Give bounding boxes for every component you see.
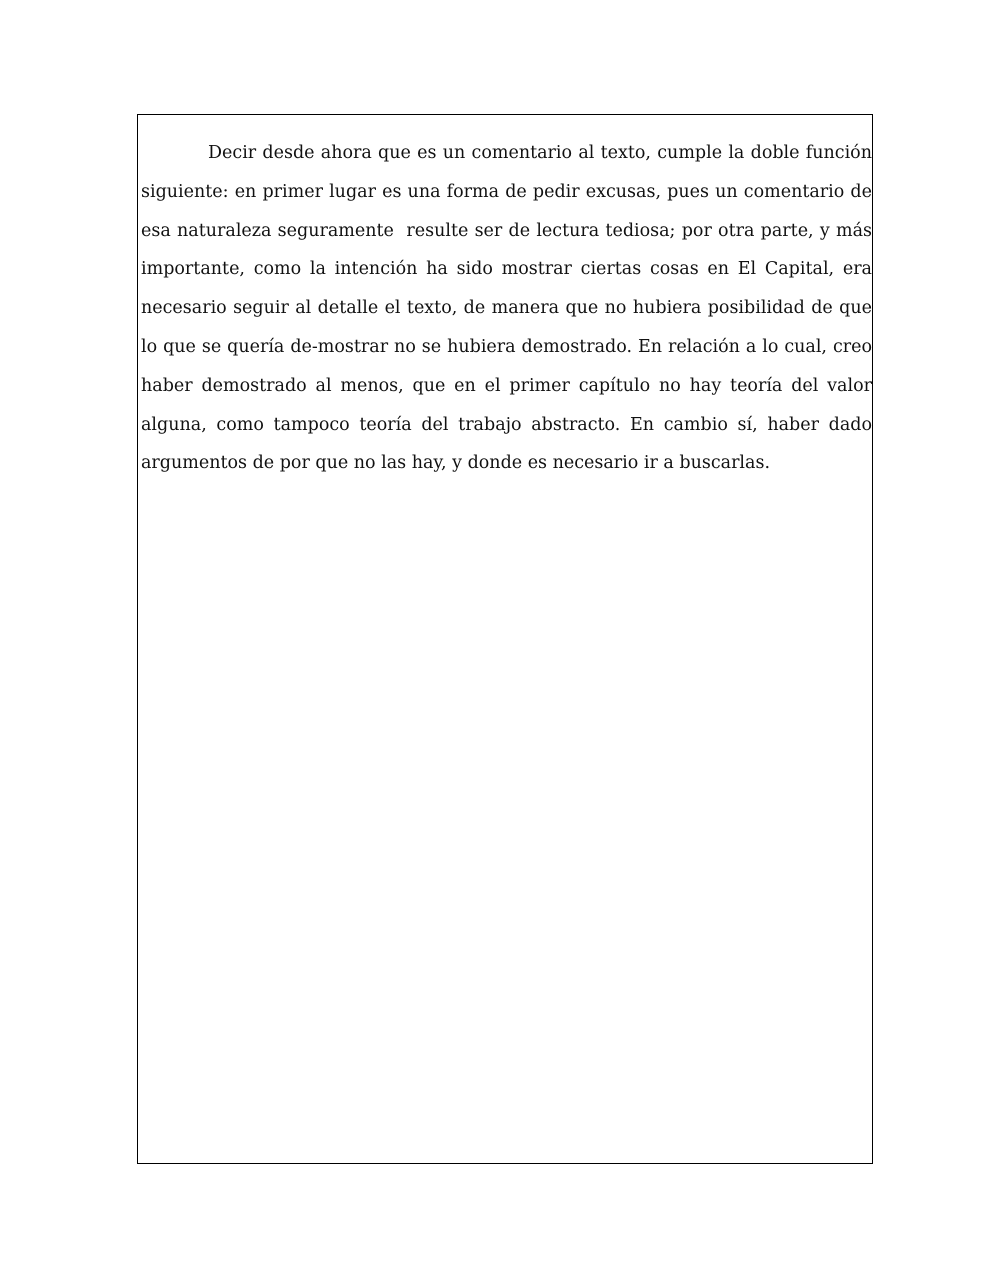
body-paragraph: Decir desde ahora que es un comentario al texto, cumple la doble función siguiente: en primer lugar es una forma de pedir excusas, pues un comentario de esa naturaleza seguramente resulte ser de lectura tediosa; por otra parte, y más importante, como la intención ha sido mostrar ciertas cosas en El Capital, era necesario seguir al detalle el texto, de manera que no hubiera posibilidad de que lo que se quería de-mostrar no se hubiera demostrado. En relación a lo cual, creo haber demostrado al menos, que en el primer capítulo no hay teoría del valor alguna, como tampoco teoría del trabajo abstracto. En cambio sí, haber dado argumentos de por que no las hay, y donde es necesario ir a buscarlas.: [141, 143, 878, 474]
text-frame: [137, 114, 878, 1164]
